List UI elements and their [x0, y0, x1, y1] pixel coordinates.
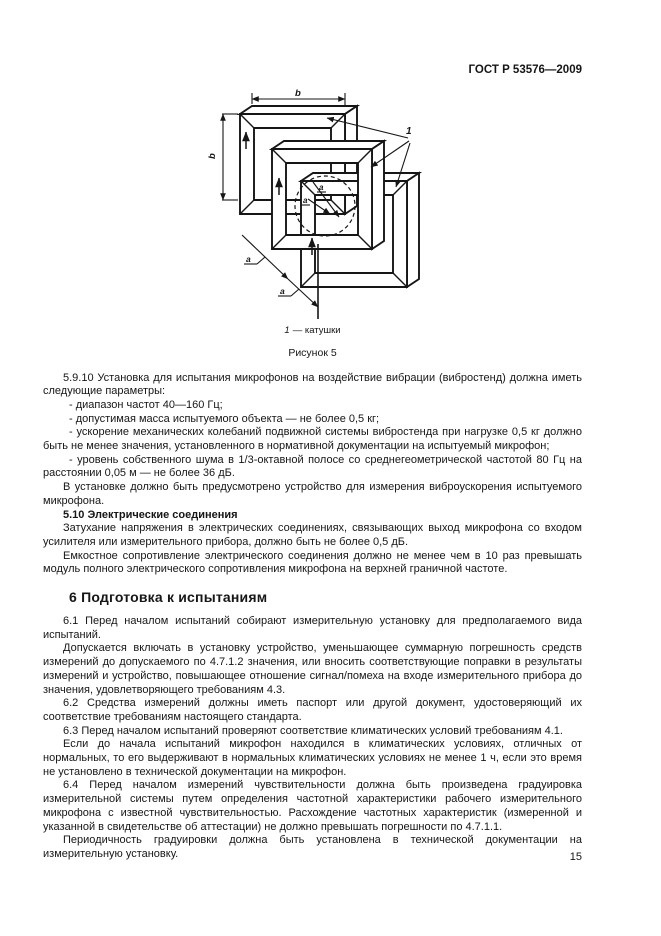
list-item: - допустимая масса испытуемого объекта — не более 0,5 кг; — [69, 412, 380, 425]
section-heading: 6 Подготовка к испытаниям — [69, 589, 268, 606]
dimension-b-left — [222, 114, 238, 200]
paragraph: 6.4 Перед началом измерений чувствительности должна быть произведена градуировка измерительной системы путем определения частотной характеристики рабочего измерительного микрофона с известной чувствительностью. Расхождение частотных характеристик (измеренной и указанной в свидетельстве об аттестации) не должно превышать погрешности по 4.7.1.1. — [43, 779, 582, 833]
dim-a1-label: a — [246, 254, 251, 264]
paragraph: Емкостное сопротивление электрического соединения должно не менее чем в 10 раз превышать модуль полного электрического сопротивления микрофона на верхней граничной частоте. — [43, 549, 582, 576]
figure-5 — [200, 87, 440, 319]
page-content — [43, 0, 582, 862]
dim-b-left-label: b — [207, 153, 218, 159]
list-item: - ускорение механических колебаний подвижной системы вибростенда при нагрузке 0,5 кг должно быть не менее значения, установленного в нормативной документации на испытуемый микрофон; — [43, 426, 582, 453]
callout-1-label: 1 — [406, 126, 412, 137]
paragraph: 6.1 Перед началом испытаний собирают измерительную установку для предполагаемого вида испытаний. — [43, 615, 582, 641]
dim-b-top-label: b — [295, 88, 301, 99]
paragraph: В установке должно быть предусмотрено устройство для измерения виброускорения испытуемого микрофона. — [43, 481, 582, 507]
page-number: 15 — [569, 851, 582, 863]
paragraph: Затухание напряжения в электрических соединениях, связывающих выход микрофона со входом усилителя или измерительного прибора, должно быть не более 0,5 дБ. — [43, 522, 582, 548]
paragraph: Если до начала испытаний микрофон находился в климатических условиях, отличных от нормальных, то его выдерживают в нормальных климатических условиях не менее 1 ч, если это время не установлено в технической документации на микрофон. — [43, 738, 582, 778]
detail-a1-label: a — [319, 183, 324, 192]
paragraph: 6.3 Перед началом испытаний проверяют соответствие климатических условий требованиям 4.1. — [63, 724, 563, 737]
legend-number: 1 — [284, 325, 290, 336]
list-item: - диапазон частот 40—160 Гц; — [69, 398, 223, 411]
figure-5-drawing — [200, 87, 440, 319]
figure-caption: Рисунок 5 — [288, 346, 337, 359]
detail-a2-label: a — [303, 196, 308, 205]
figure-legend — [43, 325, 582, 337]
list-item: - уровень собственного шума в 1/3-октавной полосе со среднегеометрической частотой 80 Гц на расстоянии 0,05 м — не более 36 дБ. — [43, 453, 582, 480]
paragraph: 5.9.10 Установка для испытания микрофонов на воздействие вибрации (вибростенд) должна иметь следующие параметры: — [43, 371, 582, 398]
paragraph: 6.2 Средства измерений должны иметь паспорт или другой документ, удостоверяющий их соответствие требованиям настоящего стандарта. — [43, 697, 582, 723]
legend-text: — катушки — [292, 325, 341, 336]
subclause-heading: 5.10 Электрические соединения — [63, 508, 238, 521]
paragraph: Периодичность градуировки должна быть установлена в технической документации на измерительную установку. — [43, 834, 582, 860]
paragraph: Допускается включать в установку устройство, уменьшающее суммарную погрешность средств измерений до допускаемого по 4.7.1.2 значения, или вносить соответствующие поправки в результаты измерений и устройство, повышающее отношение сигнал/помеха на входе измерительного прибора до значения, удовлетворяющего требованиям 4.3. — [43, 642, 582, 696]
standard-designation: ГОСТ Р 53576—2009 — [468, 64, 582, 76]
dim-a2-label: a — [280, 286, 285, 296]
